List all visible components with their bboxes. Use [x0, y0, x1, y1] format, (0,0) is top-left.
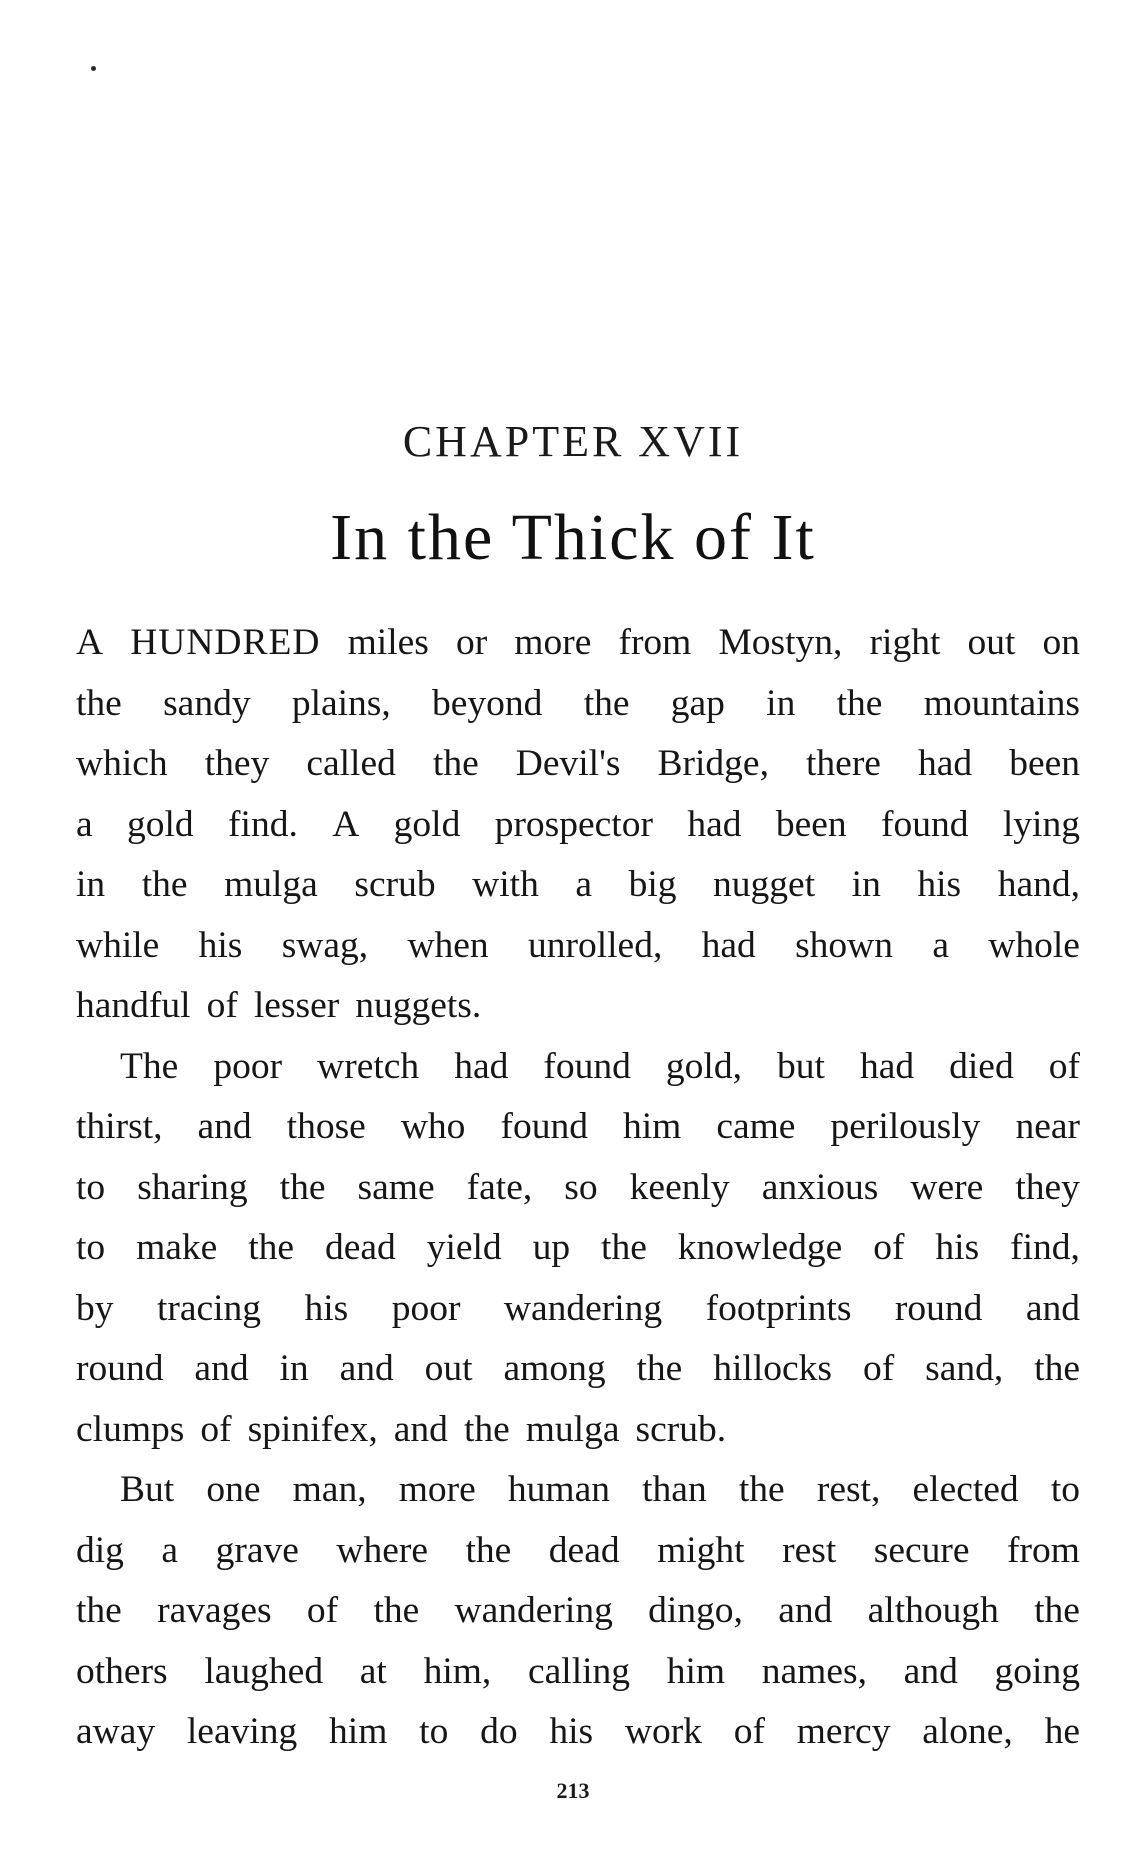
paragraph: [76, 1046, 1080, 1470]
word: found: [500, 1106, 588, 1147]
word: laughed: [204, 1650, 324, 1692]
word: and: [903, 1650, 958, 1692]
word: sand,: [925, 1348, 1004, 1389]
word: others: [76, 1650, 168, 1692]
text-line: [76, 1288, 1080, 1349]
word: secure: [873, 1529, 970, 1571]
word: mulga: [525, 1408, 620, 1450]
word: elected: [912, 1469, 1019, 1510]
word: leaving: [186, 1711, 298, 1752]
word: of: [1048, 1045, 1080, 1087]
text-line: [76, 1046, 1080, 1107]
word: wandering: [454, 1590, 613, 1631]
word: the: [1034, 1348, 1080, 1389]
word: work: [624, 1711, 702, 1752]
word: there: [806, 743, 881, 784]
word: wandering: [503, 1287, 663, 1329]
word: gap: [670, 682, 725, 724]
word: dead: [548, 1529, 620, 1571]
word: more: [398, 1469, 476, 1510]
word: who: [400, 1106, 466, 1147]
word: of: [206, 985, 238, 1026]
text-line: [76, 1167, 1080, 1228]
word: lying: [1002, 803, 1080, 845]
word: poor: [391, 1287, 461, 1329]
word: so: [564, 1166, 598, 1208]
text-line: [76, 1711, 1080, 1772]
word: find.: [228, 803, 298, 845]
text-line: [76, 985, 1080, 1046]
word: to: [76, 1227, 106, 1268]
word: from: [618, 622, 692, 663]
word: to: [76, 1166, 106, 1208]
word: big: [628, 864, 677, 905]
word: to: [1050, 1469, 1080, 1510]
word: perilously: [830, 1106, 981, 1147]
text-line: [76, 1590, 1080, 1651]
word: right: [869, 622, 941, 663]
word: thirst,: [76, 1106, 163, 1147]
word: going: [994, 1650, 1080, 1692]
word: out: [967, 622, 1016, 663]
word: with: [472, 864, 539, 905]
word: yield: [426, 1227, 502, 1268]
word: the: [432, 743, 479, 784]
word: miles: [347, 622, 429, 663]
word: called: [306, 743, 396, 784]
word: had: [701, 924, 756, 966]
word: do: [480, 1711, 518, 1752]
word: he: [1044, 1711, 1080, 1752]
word: were: [910, 1166, 984, 1208]
word: wretch: [317, 1045, 420, 1087]
word: find,: [1010, 1227, 1080, 1268]
word: came: [716, 1106, 796, 1147]
word: the: [76, 1590, 122, 1631]
word: swag,: [281, 924, 369, 966]
word: hillocks: [713, 1348, 833, 1389]
word: the: [836, 682, 883, 724]
word: found: [543, 1045, 631, 1087]
text-line: [76, 743, 1080, 804]
word: make: [136, 1227, 218, 1268]
ink-speck: [91, 66, 96, 71]
word: by: [76, 1287, 114, 1329]
word: clumps: [76, 1408, 185, 1450]
word: and: [778, 1590, 833, 1631]
word: his: [917, 864, 962, 905]
word: they: [204, 743, 270, 784]
word: the: [465, 1529, 512, 1571]
word: the: [463, 1408, 510, 1450]
word: had: [454, 1045, 509, 1087]
word: where: [336, 1529, 428, 1571]
word: sandy: [163, 682, 251, 724]
word: in: [279, 1348, 309, 1389]
word: or: [455, 622, 488, 663]
word: had: [859, 1045, 915, 1087]
word: tracing: [156, 1287, 262, 1329]
word: the: [636, 1348, 683, 1389]
chapter-title: In the Thick of It: [330, 501, 816, 574]
word: mulga: [224, 864, 318, 905]
word: prospector: [494, 803, 653, 845]
text-line: [76, 1348, 1080, 1409]
word: the: [1034, 1590, 1080, 1631]
text-line: [76, 1227, 1080, 1288]
text-line: [76, 1530, 1080, 1591]
word: poor: [213, 1045, 283, 1087]
word: had: [918, 743, 973, 784]
word: on: [1042, 622, 1080, 663]
word: unrolled,: [527, 924, 663, 966]
word: the: [601, 1227, 647, 1268]
word: man,: [292, 1469, 367, 1510]
word: him: [666, 1650, 726, 1692]
word: dingo,: [648, 1590, 743, 1631]
word: but: [776, 1045, 825, 1087]
text-line: [76, 622, 1080, 683]
word: in: [766, 682, 796, 724]
word: the: [373, 1590, 420, 1631]
word: But: [120, 1469, 175, 1510]
word: of: [200, 1408, 232, 1450]
word: away: [76, 1711, 156, 1752]
word: and: [194, 1348, 249, 1389]
word: gold: [393, 803, 461, 845]
word: beyond: [432, 682, 543, 724]
word: of: [733, 1711, 765, 1752]
text-line: [76, 804, 1080, 865]
word: while: [76, 924, 160, 966]
page-number: 213: [556, 1778, 590, 1803]
word: they: [1015, 1166, 1080, 1208]
word: in: [76, 864, 106, 905]
word: gold: [127, 803, 194, 845]
word: same: [357, 1166, 435, 1208]
word: more: [514, 622, 592, 663]
word: Devil's: [515, 743, 621, 784]
paragraph: [76, 1469, 1080, 1772]
word: and: [197, 1106, 252, 1147]
paragraph: [76, 622, 1080, 1046]
word: calling: [527, 1650, 631, 1692]
word: of: [306, 1590, 339, 1631]
text-line: [76, 1651, 1080, 1712]
word: dig: [76, 1529, 124, 1571]
word: sharing: [137, 1166, 248, 1208]
word: keenly: [629, 1166, 730, 1208]
word: although: [867, 1590, 999, 1631]
word: rest: [782, 1529, 837, 1571]
word: human: [507, 1469, 610, 1510]
text-line: [76, 683, 1080, 744]
word: knowledge: [677, 1227, 843, 1268]
word: gold,: [665, 1045, 742, 1087]
word: him,: [423, 1650, 492, 1692]
word: mercy: [796, 1711, 891, 1752]
word: alone,: [922, 1711, 1013, 1752]
chapter-label: CHAPTER XVII: [402, 417, 744, 466]
word: dead: [324, 1227, 396, 1268]
word: spinifex,: [247, 1408, 378, 1450]
text-line: [76, 1409, 1080, 1470]
word: the: [248, 1227, 295, 1268]
word: ravages: [157, 1590, 272, 1631]
word: out: [424, 1348, 473, 1389]
word: round: [76, 1348, 164, 1389]
word: at: [359, 1650, 387, 1692]
word: died: [949, 1045, 1014, 1087]
word: nuggets.: [355, 985, 482, 1026]
word: Mostyn,: [718, 622, 843, 663]
word: from: [1007, 1529, 1080, 1571]
word: of: [862, 1348, 895, 1389]
word: been: [775, 803, 847, 845]
word: mountains: [923, 682, 1080, 724]
word: the: [738, 1469, 785, 1510]
word: a: [161, 1529, 179, 1571]
word: names,: [761, 1650, 867, 1692]
word: fate,: [466, 1166, 533, 1208]
word: a: [932, 924, 949, 966]
word: Bridge,: [657, 743, 769, 784]
text-line: [76, 1106, 1080, 1167]
word: his: [304, 1287, 349, 1329]
word: HUNDRED: [130, 622, 321, 663]
word: The: [120, 1045, 179, 1087]
word: the: [279, 1166, 326, 1208]
word: and: [1025, 1287, 1080, 1329]
word: which: [76, 743, 168, 784]
word: anxious: [761, 1166, 879, 1208]
word: whole: [988, 924, 1080, 966]
word: than: [642, 1469, 707, 1510]
word: him: [622, 1106, 682, 1147]
word: a: [575, 864, 593, 905]
word: might: [657, 1529, 745, 1571]
word: one: [206, 1469, 261, 1510]
text-line: [76, 864, 1080, 925]
word: plains,: [291, 682, 391, 724]
word: the: [76, 682, 122, 724]
word: his: [198, 924, 243, 966]
word: of: [873, 1227, 905, 1268]
word: when: [407, 924, 489, 966]
word: a: [76, 803, 93, 845]
word: round: [894, 1287, 983, 1329]
word: those: [286, 1106, 366, 1147]
text-line: [76, 1469, 1080, 1530]
word: A: [76, 622, 104, 663]
word: had: [687, 803, 742, 845]
word: rest,: [816, 1469, 881, 1510]
chapter-body-text: [76, 622, 1080, 1772]
word: footprints: [705, 1287, 852, 1329]
word: nugget: [713, 864, 816, 905]
word: been: [1009, 743, 1080, 784]
word: among: [503, 1348, 606, 1389]
word: the: [141, 864, 188, 905]
text-line: [76, 925, 1080, 986]
word: to: [419, 1711, 449, 1752]
word: and: [339, 1348, 394, 1389]
word: the: [583, 682, 630, 724]
word: grave: [215, 1529, 299, 1571]
word: scrub: [354, 864, 436, 905]
word: handful: [76, 985, 191, 1026]
word: his: [549, 1711, 594, 1752]
word: A: [332, 803, 360, 845]
word: shown: [795, 924, 894, 966]
word: in: [851, 864, 881, 905]
word: hand,: [997, 864, 1080, 905]
word: him: [329, 1711, 388, 1752]
word: his: [935, 1227, 980, 1268]
word: found: [881, 803, 969, 845]
word: and: [393, 1408, 448, 1450]
word: lesser: [253, 985, 340, 1026]
word: scrub.: [635, 1408, 727, 1450]
word: up: [532, 1227, 571, 1268]
word: near: [1015, 1106, 1080, 1147]
